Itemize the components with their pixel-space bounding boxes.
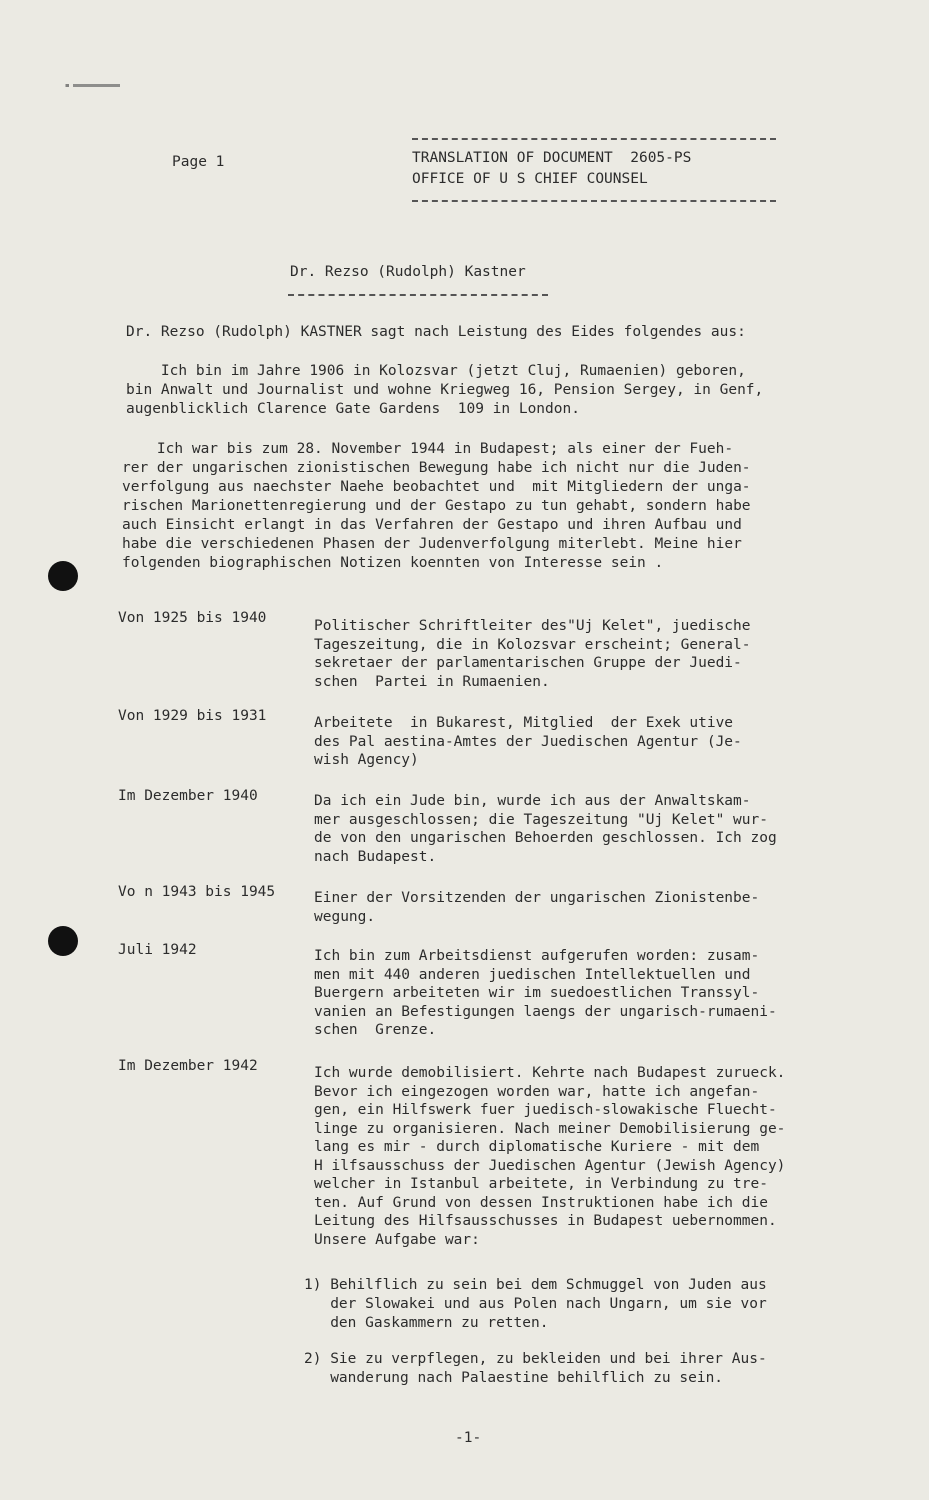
- punch-hole-top: [48, 561, 78, 591]
- page-number: -1-: [455, 1430, 482, 1446]
- title-underline: [288, 294, 548, 296]
- entry-date: Im Dezember 1942: [118, 1058, 258, 1074]
- pen-mark: [58, 84, 120, 87]
- entry-text: Da ich ein Jude bin, wurde ich aus der Anwaltskam- mer ausgeschlossen; die Tageszeitung "Uj Kelet" wur- de von den ungarischen Behoerden geschlossen. Ich zog nach Budapest.: [314, 793, 777, 865]
- header-rule-bottom: [412, 200, 776, 202]
- entry-date: Von 1929 bis 1931: [118, 708, 267, 724]
- intro-sentence: Dr. Rezso (Rudolph) KASTNER sagt nach Leistung des Eides folgendes aus:: [126, 324, 746, 340]
- entry-text: Ich bin zum Arbeitsdienst aufgerufen worden: zusam- men mit 440 anderen juedischen Intellektuellen und Buergern arbeiteten wir im suedoestlichen Transsyl- vanien an Befestigungen laengs der ungarisch-rumaeni- schen Grenze.: [314, 948, 777, 1038]
- entry-text: Ich wurde demobilisiert. Kehrte nach Budapest zurueck. Bevor ich eingezogen worden war, hatte ich angefan- gen, ein Hilfswerk fuer juedisch-slowakische Fluecht- linge zu organisieren. Nach meiner Demobilisierung ge- lang es mir - durch diplomatische Kuriere - mit dem H ilfsausschuss der Juedischen Agentur (Jewish Agency) welcher in Istanbul arbeitete, in Verbindung zu tre- ten. Auf Grund von dessen Instruktionen habe ich die Leitung des Hilfsausschusses in Budapest uebernommen. Unsere Aufgabe war:: [314, 1065, 786, 1248]
- document-title: Dr. Rezso (Rudolph) Kastner: [290, 264, 526, 280]
- entry-date: Von 1925 bis 1940: [118, 610, 267, 626]
- paragraph-personal: Ich bin im Jahre 1906 in Kolozsvar (jetzt Cluj, Rumaenien) geboren, bin Anwalt und Journalist und wohne Kriegweg 16, Pension Sergey, in Genf, augenblicklich Clarence Gate Gardens 109 in London.: [126, 363, 764, 417]
- entry-text: Einer der Vorsitzenden der ungarischen Zionistenbe- wegung.: [314, 890, 760, 925]
- task-item: 2) Sie zu verpflegen, zu bekleiden und bei ihrer Aus- wanderung nach Palaestine behilflich zu sein.: [304, 1351, 767, 1386]
- task-item: 1) Behilflich zu sein bei dem Schmuggel von Juden aus der Slowakei und aus Polen nach Ungarn, um sie vor den Gaskammern zu retten.: [304, 1277, 767, 1331]
- office-line: OFFICE OF U S CHIEF COUNSEL: [412, 171, 648, 187]
- entry-text: Politischer Schriftleiter des"Uj Kelet", juedische Tageszeitung, die in Kolozsvar erscheint; General- sekretaer der parlamentarischen Gruppe der Juedi- schen Partei in Rumaenien.: [314, 618, 751, 690]
- document-reference: TRANSLATION OF DOCUMENT 2605-PS: [412, 150, 692, 166]
- entry-date: Juli 1942: [118, 942, 197, 958]
- entry-date: Vo n 1943 bis 1945: [118, 884, 276, 900]
- punch-hole-bottom: [48, 926, 78, 956]
- entry-date: Im Dezember 1940: [118, 788, 258, 804]
- header-rule-top: [412, 138, 776, 140]
- paragraph-background: Ich war bis zum 28. November 1944 in Budapest; als einer der Fueh- rer der ungarischen zionistischen Bewegung habe ich nicht nur die Juden- verfolgung aus naechster Naehe beobachtet und mit Mitgliedern der unga- rischen Marionettenregierung und der Gestapo zu tun gehabt, sondern habe auch Einsicht erlangt in das Verfahren der Gestapo und ihren Aufbau und habe die verschiedenen Phasen der Judenverfolgung miterlebt. Meine hier folgenden biographischen Notizen koennten von Interesse sein .: [122, 441, 751, 571]
- page-label: Page 1: [172, 154, 225, 170]
- entry-text: Arbeitete in Bukarest, Mitglied der Exek utive des Pal aestina-Amtes der Juedischen Agentur (Je- wish Agency): [314, 715, 742, 768]
